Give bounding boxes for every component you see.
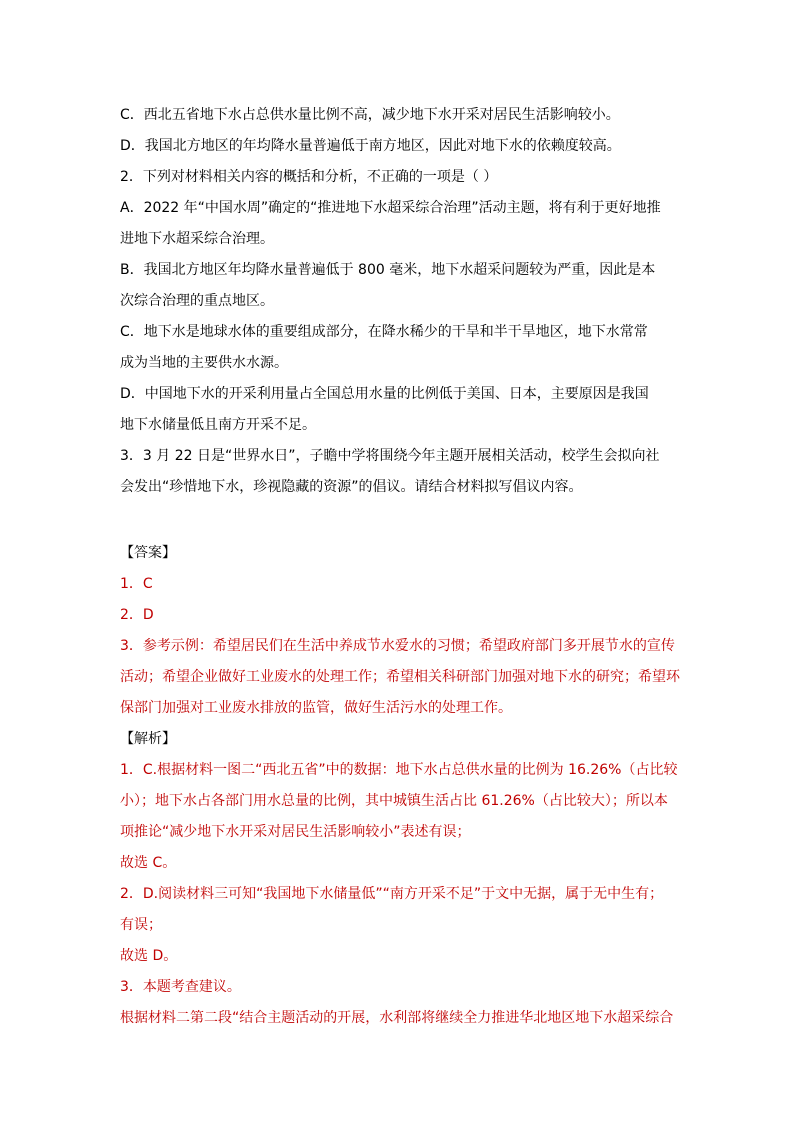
analysis-block <box>120 724 680 1034</box>
analysis-line: 3．本题考查建议。 <box>120 979 241 995</box>
question-line: D．我国北方地区的年均降水量普遍低于南方地区，因此对地下水的依赖度较高。 <box>120 138 621 154</box>
answer-heading: 【答案】 <box>120 545 176 561</box>
question-line: 次综合治理的重点地区。 <box>120 293 274 309</box>
analysis-line: 故选 D。 <box>120 948 178 964</box>
analysis-line: 故选 C。 <box>120 855 177 871</box>
question-line: A．2022 年“中国水周”确定的“推进地下水超采综合治理”活动主题，将有利于更好地推 <box>120 200 661 216</box>
analysis-heading: 【解析】 <box>120 731 176 747</box>
question-line: D．中国地下水的开采利用量占全国总用水量的比例低于美国、日本，主要原因是我国 <box>120 386 649 402</box>
answer-line: 1．C <box>120 576 153 592</box>
analysis-line: 2．D.阅读材料三可知“我国地下水储量低”“南方开采不足”于文中无据，属于无中生有； <box>120 886 664 902</box>
question-line: 3．3 月 22 日是“世界水日”，子瞻中学将围绕今年主题开展相关活动，校学生会拟向社 <box>120 448 660 464</box>
question-line: 成为当地的主要供水水源。 <box>120 355 288 371</box>
analysis-line: 根据材料二第二段“结合主题活动的开展，水利部将继续全力推进华北地区地下水超采综合 <box>120 1010 674 1026</box>
question-line: 2．下列对材料相关内容的概括和分析，不正确的一项是（ ） <box>120 169 498 185</box>
question-line: 会发出“珍惜地下水，珍视隐藏的资源”的倡议。请结合材料拟写倡议内容。 <box>120 479 583 495</box>
question-line: 进地下水超采综合治理。 <box>120 231 274 247</box>
section-gap <box>120 503 680 538</box>
analysis-line: 有误； <box>120 917 162 933</box>
question-line: B．我国北方地区年均降水量普遍低于 800 毫米，地下水超采问题较为严重，因此是本 <box>120 262 656 278</box>
question-line: 地下水储量低且南方开采不足。 <box>120 417 316 433</box>
question-line: C．西北五省地下水占总供水量比例不高，减少地下水开采对居民生活影响较小。 <box>120 107 620 123</box>
question-line: C．地下水是地球水体的重要组成部分，在降水稀少的干旱和半干旱地区，地下水常常 <box>120 324 648 340</box>
answer-line: 3．参考示例：希望居民们在生活中养成节水爱水的习惯；希望政府部门多开展节水的宣传 <box>120 638 675 654</box>
document-content <box>120 100 680 1034</box>
questions-block <box>120 100 680 503</box>
analysis-line: 小）；地下水占各部门用水总量的比例，其中城镇生活占比 61.26%（占比较大）；所以本 <box>120 793 668 809</box>
answer-line: 活动；希望企业做好工业废水的处理工作；希望相关科研部门加强对地下水的研究；希望环 <box>120 669 680 685</box>
answer-line: 保部门加强对工业废水排放的监管，做好生活污水的处理工作。 <box>120 700 512 716</box>
answer-block <box>120 538 680 724</box>
analysis-line: 项推论“减少地下水开采对居民生活影响较小”表述有误； <box>120 824 471 840</box>
answer-line: 2．D <box>120 607 154 623</box>
analysis-line: 1．C.根据材料一图二“西北五省”中的数据：地下水占总供水量的比例为 16.26%（占比较 <box>120 762 678 778</box>
